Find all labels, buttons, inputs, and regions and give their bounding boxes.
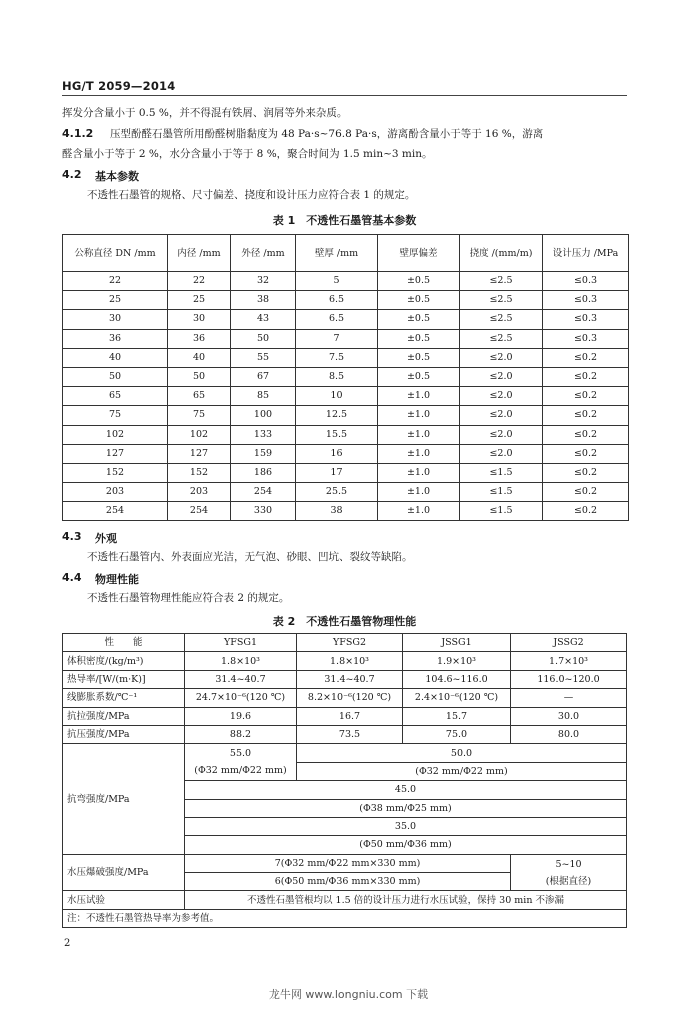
table-row	[63, 329, 629, 348]
table1-header-cell: 壁厚 /mm	[296, 235, 378, 272]
burst-line2: 6(Φ50 mm/Φ36 mm×330 mm)	[185, 873, 511, 891]
table-cell: 7	[296, 329, 378, 348]
table-cell: 100	[231, 406, 296, 425]
table-cell: ±0.5	[378, 291, 460, 310]
table-cell: 38	[231, 291, 296, 310]
table-cell: 25.5	[296, 483, 378, 502]
bending-d-value: 35.0	[185, 817, 627, 835]
table-cell: 17	[296, 463, 378, 482]
bending-yfsg1-spec: (Φ32 mm/Φ22 mm)	[194, 765, 287, 777]
bending-c-value: 45.0	[185, 781, 627, 799]
table1-header-cell: 内径 /mm	[168, 235, 231, 272]
table-row	[63, 310, 629, 329]
burst-line1: 7(Φ32 mm/Φ22 mm×330 mm)	[185, 854, 511, 872]
section-4-4-body: 不透性石墨管物理性能应符合表 2 的规定。	[87, 592, 290, 604]
table-row	[63, 854, 627, 872]
standard-code-header: HG/T 2059—2014	[62, 79, 176, 93]
section-4-1-2-line2: 醛含量小于等于 2 %，水分含量小于等于 8 %，聚合时间为 1.5 min~3 min。	[62, 148, 433, 160]
section-4-2-title: 基本参数	[95, 170, 139, 183]
bending-d-spec: (Φ50 mm/Φ36 mm)	[185, 836, 627, 854]
page-number: 2	[64, 938, 71, 949]
compressive-label: 抗压强度/MPa	[63, 725, 185, 743]
table-cell: ±0.5	[378, 348, 460, 367]
table1-header-cell: 外径 /mm	[231, 235, 296, 272]
table-cell: ≤2.5	[460, 272, 543, 291]
table-cell: 104.6~116.0	[403, 670, 511, 688]
table-row	[63, 483, 629, 502]
table-cell: ≤2.0	[460, 367, 543, 386]
table2-header-cell: JSSG1	[403, 634, 511, 652]
table-row	[63, 444, 629, 463]
table1-header-cell: 挠度 /(mm/m)	[460, 235, 543, 272]
table1-header-row	[63, 235, 629, 272]
table-cell: 22	[63, 272, 168, 291]
table2-note: 注：不透性石墨管热导率为参考值。	[63, 909, 627, 927]
table-cell: 186	[231, 463, 296, 482]
table-cell: 203	[63, 483, 168, 502]
table-cell: 203	[168, 483, 231, 502]
table-cell: 127	[168, 444, 231, 463]
section-4-4-title: 物理性能	[95, 573, 139, 586]
table-row	[63, 291, 629, 310]
table-cell: ≤0.3	[543, 329, 629, 348]
table-cell: ≤2.0	[460, 425, 543, 444]
table-cell: 330	[231, 502, 296, 521]
table-cell: 75.0	[403, 725, 511, 743]
table-row	[63, 502, 629, 521]
burst-label: 水压爆破强度/MPa	[63, 854, 185, 891]
table-cell: ±1.0	[378, 425, 460, 444]
table-cell: 6.5	[296, 291, 378, 310]
table-cell: ≤0.3	[543, 272, 629, 291]
table-cell: 8.5	[296, 367, 378, 386]
table-cell: ±1.0	[378, 483, 460, 502]
table-cell: 31.4~40.7	[185, 670, 297, 688]
paragraph-continuation: 挥发分含量小于 0.5 %，并不得混有铁屑、润屑等外来杂质。	[62, 107, 348, 119]
table-row	[63, 744, 627, 762]
table-cell: 40	[63, 348, 168, 367]
table-cell: ±1.0	[378, 463, 460, 482]
table-cell: 152	[168, 463, 231, 482]
table-cell: 10	[296, 387, 378, 406]
table-cell: ±0.5	[378, 367, 460, 386]
table-cell: 254	[231, 483, 296, 502]
density-label: 体积密度/(kg/m³)	[63, 652, 185, 670]
table-cell: 16	[296, 444, 378, 463]
table-cell: 75	[168, 406, 231, 425]
table-cell: ≤0.2	[543, 444, 629, 463]
table-cell: 85	[231, 387, 296, 406]
table-cell: 67	[231, 367, 296, 386]
download-watermark-footer: 龙牛网 www.longniu.com 下载	[268, 988, 429, 1001]
table-cell: ≤0.3	[543, 310, 629, 329]
table-cell: ≤2.0	[460, 406, 543, 425]
table-cell: ≤2.0	[460, 387, 543, 406]
table-cell: ≤1.5	[460, 502, 543, 521]
bending-b-value: 50.0	[297, 744, 627, 762]
table-row	[63, 367, 629, 386]
hydro-test-text: 不透性石墨管根均以 1.5 倍的设计压力进行水压试验，保持 30 min 不渗漏	[185, 891, 627, 909]
table-cell: 50	[231, 329, 296, 348]
table-row	[63, 652, 627, 670]
table-row	[63, 909, 627, 927]
table-cell: 38	[296, 502, 378, 521]
table-cell: ±1.0	[378, 406, 460, 425]
table-row	[63, 463, 629, 482]
section-4-2-number: 4.2	[62, 168, 82, 181]
table1-caption: 表 1 不透性石墨管基本参数	[272, 214, 417, 227]
table-cell: 152	[63, 463, 168, 482]
table-cell: 16.7	[297, 707, 403, 725]
section-4-1-2-number: 4.1.2	[62, 127, 94, 140]
table-cell: ≤1.5	[460, 463, 543, 482]
table-cell: 6.5	[296, 310, 378, 329]
bending-b-spec: (Φ32 mm/Φ22 mm)	[297, 762, 627, 780]
table-row	[63, 348, 629, 367]
table1-body	[63, 272, 629, 521]
hydro-test-label: 水压试验	[63, 891, 185, 909]
bending-c-spec: (Φ38 mm/Φ25 mm)	[185, 799, 627, 817]
table-row	[63, 725, 627, 743]
table-cell: ±0.5	[378, 310, 460, 329]
bending-yfsg1-value: 55.0	[229, 748, 252, 760]
table-cell: 127	[63, 444, 168, 463]
table-cell: 30	[168, 310, 231, 329]
table-row	[63, 406, 629, 425]
burst-jssg2-cell	[511, 854, 627, 891]
table-cell: ±1.0	[378, 387, 460, 406]
section-4-3-title: 外观	[95, 532, 117, 545]
table-cell: 5	[296, 272, 378, 291]
table-cell: 36	[63, 329, 168, 348]
table-cell: 50	[168, 367, 231, 386]
table-cell: 8.2×10⁻⁶(120 ℃)	[297, 689, 403, 707]
table-cell: ±1.0	[378, 502, 460, 521]
expansion-label: 线膨胀系数/℃⁻¹	[63, 689, 185, 707]
table2-header-row	[63, 634, 627, 652]
bending-label: 抗弯强度/MPa	[63, 744, 185, 854]
table-cell: 24.7×10⁻⁶(120 ℃)	[185, 689, 297, 707]
bending-yfsg1-cell	[185, 744, 297, 781]
table-cell: 32	[231, 272, 296, 291]
table-cell: ≤2.5	[460, 291, 543, 310]
table1-header-cell: 公称直径 DN /mm	[63, 235, 168, 272]
table-cell: ≤0.2	[543, 348, 629, 367]
table-cell: ≤0.2	[543, 367, 629, 386]
burst-jssg2-note: (根据直径)	[545, 875, 592, 887]
table-cell: 133	[231, 425, 296, 444]
table-cell: 50	[63, 367, 168, 386]
table-cell: ≤0.2	[543, 406, 629, 425]
section-4-1-2-line1: 压型酚醛石墨管所用酚醛树脂黏度为 48 Pa·s~76.8 Pa·s，游离酚含量小于等于 16 %，游离	[110, 128, 544, 140]
table2-header-cell: JSSG2	[511, 634, 627, 652]
table-cell: 22	[168, 272, 231, 291]
table-cell: ≤1.5	[460, 483, 543, 502]
table-cell: 30.0	[511, 707, 627, 725]
table-cell: 254	[63, 502, 168, 521]
table-cell: 15.7	[403, 707, 511, 725]
table-cell: ≤0.2	[543, 483, 629, 502]
table-cell: 30	[63, 310, 168, 329]
table-cell: ±0.5	[378, 272, 460, 291]
table-cell: 12.5	[296, 406, 378, 425]
table1-header-cell: 壁厚偏差	[378, 235, 460, 272]
table-row	[63, 272, 629, 291]
table-cell: ≤0.2	[543, 463, 629, 482]
conductivity-label: 热导率/[W/(m·K)]	[63, 670, 185, 688]
table-cell: ±0.5	[378, 329, 460, 348]
tensile-label: 抗拉强度/MPa	[63, 707, 185, 725]
table-cell: 65	[63, 387, 168, 406]
table-cell: 25	[168, 291, 231, 310]
table1-header-cell: 设计压力 /MPa	[543, 235, 629, 272]
table-cell: ≤2.5	[460, 310, 543, 329]
table-cell: 65	[168, 387, 231, 406]
section-4-3-number: 4.3	[62, 530, 82, 543]
table-cell: ≤0.2	[543, 502, 629, 521]
table-cell: 31.4~40.7	[297, 670, 403, 688]
table-cell: ≤0.2	[543, 425, 629, 444]
table-row	[63, 425, 629, 444]
table-cell: ≤2.0	[460, 348, 543, 367]
table-cell: 254	[168, 502, 231, 521]
section-4-2-body: 不透性石墨管的规格、尺寸偏差、挠度和设计压力应符合表 1 的规定。	[87, 189, 416, 201]
table-cell: 80.0	[511, 725, 627, 743]
table-cell: 116.0~120.0	[511, 670, 627, 688]
physical-properties-table	[62, 633, 627, 928]
table-cell: 43	[231, 310, 296, 329]
table-cell: 1.8×10³	[185, 652, 297, 670]
header-rule	[62, 95, 627, 96]
table-cell: 102	[168, 425, 231, 444]
table-cell: —	[511, 689, 627, 707]
burst-jssg2-range: 5~10	[555, 858, 582, 870]
table-cell: 75	[63, 406, 168, 425]
table-cell: 1.8×10³	[297, 652, 403, 670]
table-cell: ±1.0	[378, 444, 460, 463]
table-cell: 73.5	[297, 725, 403, 743]
table-row	[63, 891, 627, 909]
table-cell: ≤0.3	[543, 291, 629, 310]
table-row	[63, 670, 627, 688]
table-cell: 159	[231, 444, 296, 463]
table2-header-cell: YFSG2	[297, 634, 403, 652]
section-4-4-number: 4.4	[62, 571, 82, 584]
table-cell: 36	[168, 329, 231, 348]
table-cell: 55	[231, 348, 296, 367]
table-cell: 88.2	[185, 725, 297, 743]
table-row	[63, 689, 627, 707]
table-cell: ≤2.5	[460, 329, 543, 348]
table-row	[63, 387, 629, 406]
table-cell: 1.7×10³	[511, 652, 627, 670]
table2-caption: 表 2 不透性石墨管物理性能	[272, 615, 417, 628]
table-cell: 40	[168, 348, 231, 367]
section-4-3-body: 不透性石墨管内、外表面应光洁，无气泡、砂眼、凹坑、裂纹等缺陷。	[87, 551, 413, 563]
table-cell: 15.5	[296, 425, 378, 444]
table2-header-cell: YFSG1	[185, 634, 297, 652]
table-row	[63, 707, 627, 725]
table-cell: 25	[63, 291, 168, 310]
table-cell: 19.6	[185, 707, 297, 725]
basic-parameters-table	[62, 234, 629, 521]
table-cell: 2.4×10⁻⁶(120 ℃)	[403, 689, 511, 707]
table2-header-cell: 性 能	[63, 634, 185, 652]
table-cell: 7.5	[296, 348, 378, 367]
table-cell: ≤0.2	[543, 387, 629, 406]
table-cell: 102	[63, 425, 168, 444]
table-cell: 1.9×10³	[403, 652, 511, 670]
table-cell: ≤2.0	[460, 444, 543, 463]
